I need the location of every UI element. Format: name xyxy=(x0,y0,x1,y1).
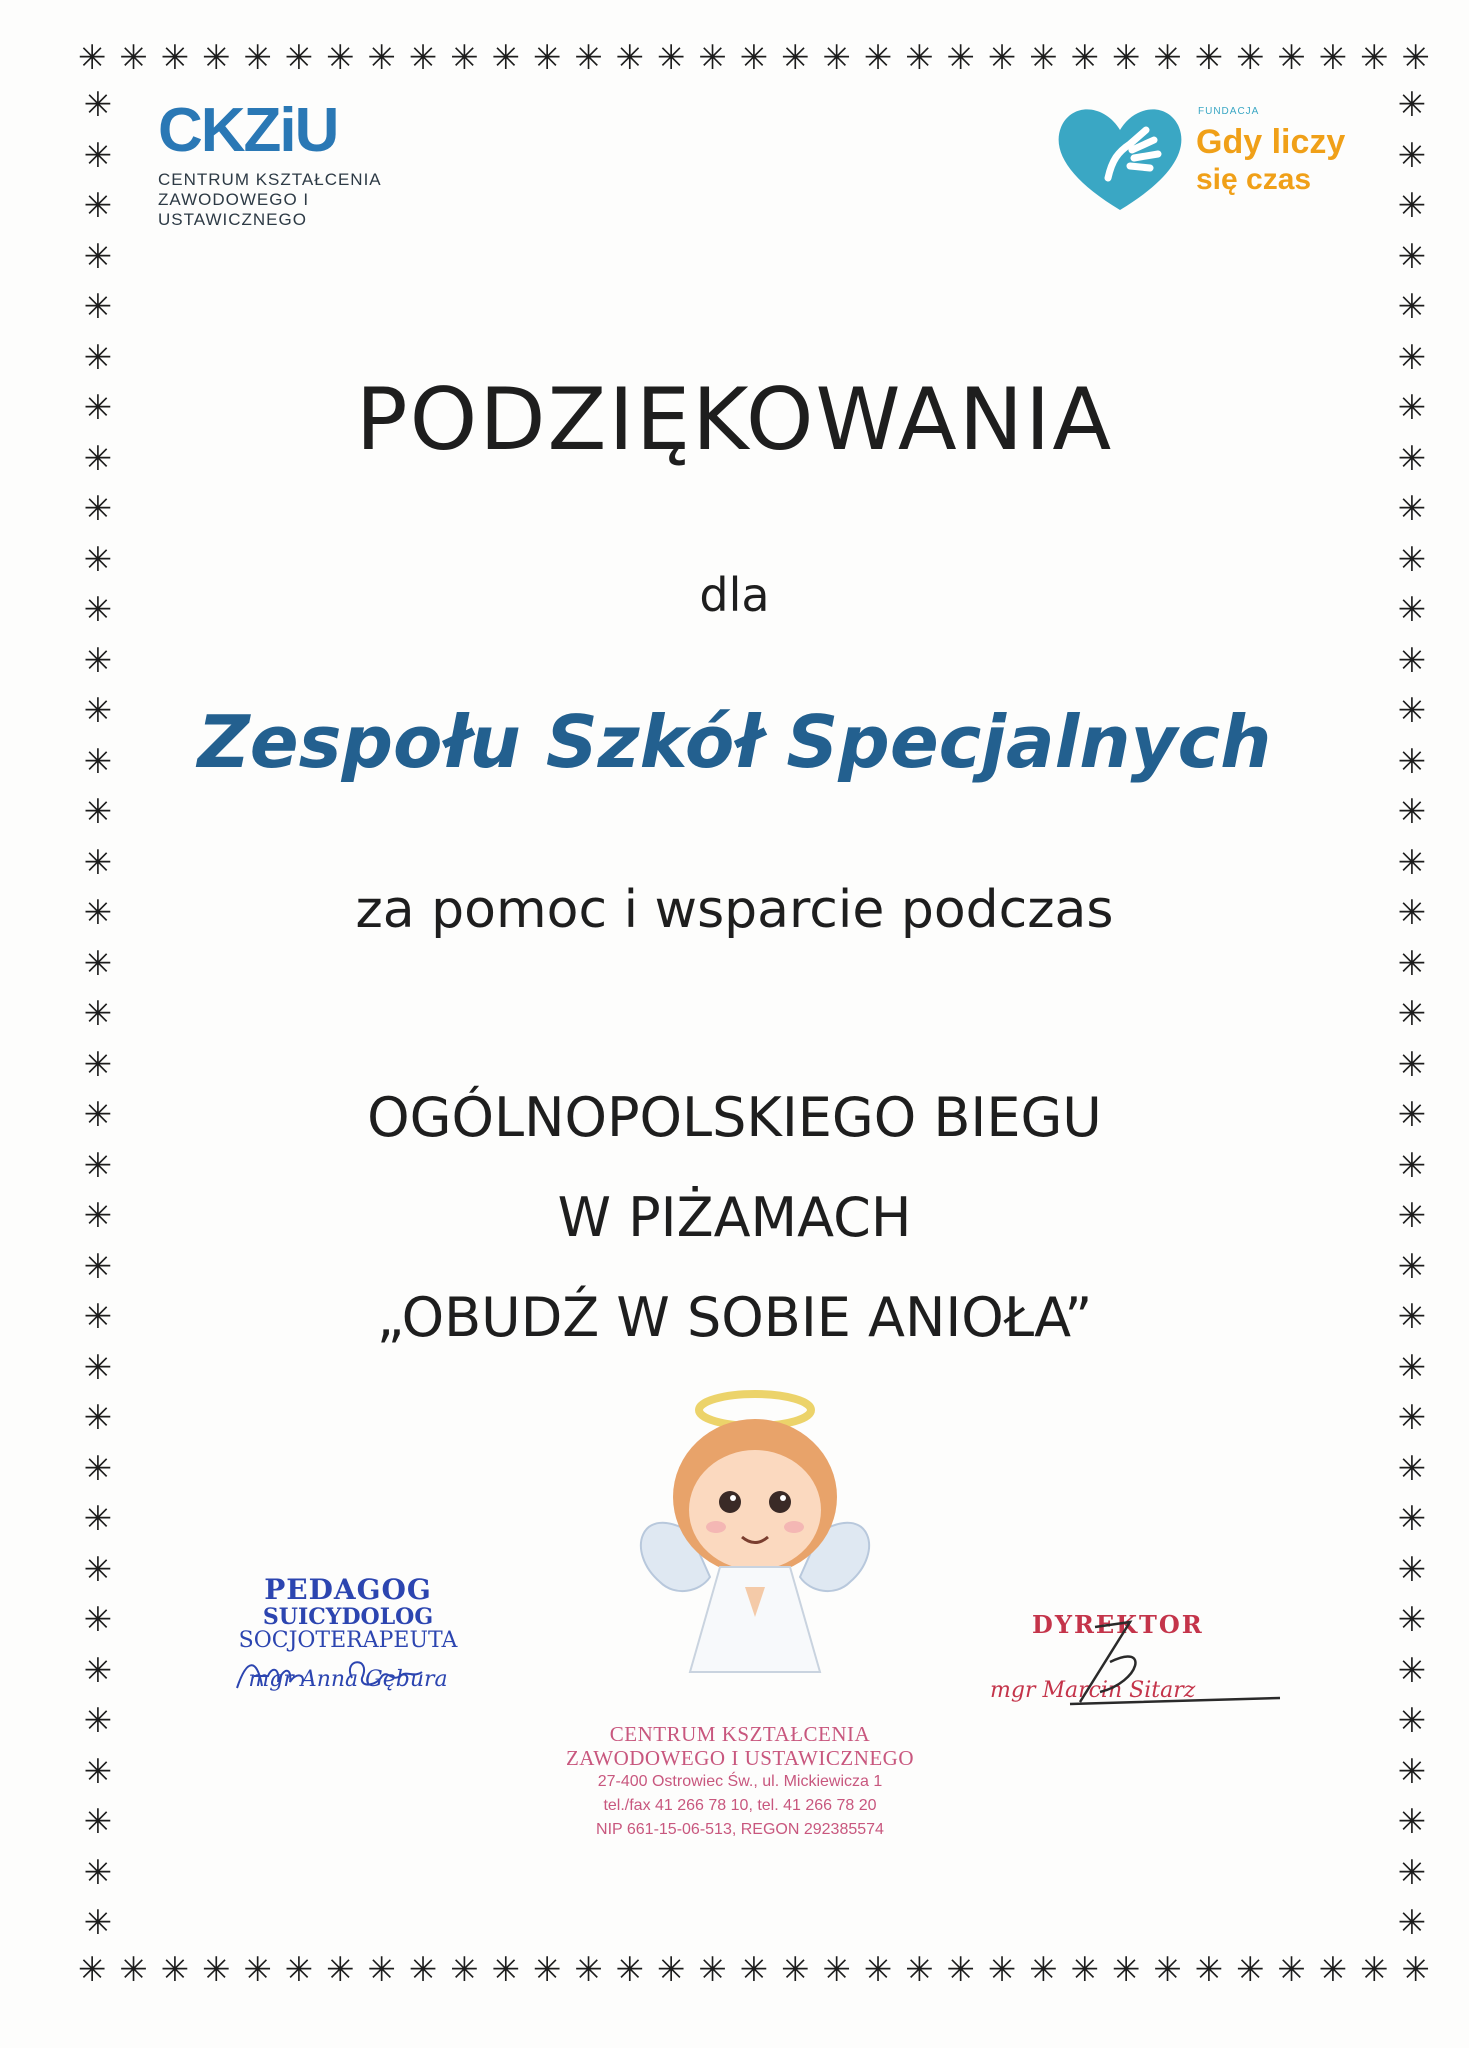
border-star-icon: ✳ xyxy=(698,1950,727,1990)
border-star-icon: ✳ xyxy=(657,38,686,78)
border-star-icon: ✳ xyxy=(1397,1903,1427,1943)
border-star-icon: ✳ xyxy=(1153,1950,1182,1990)
border-star-icon: ✳ xyxy=(1397,1398,1427,1438)
border-star-icon: ✳ xyxy=(78,1950,107,1990)
recipient-name: Zespołu Szkół Specjalnych xyxy=(197,700,1272,784)
border-star-icon: ✳ xyxy=(1397,1044,1427,1085)
border-star-icon: ✳ xyxy=(83,1448,113,1489)
angel-illustration xyxy=(620,1382,890,1682)
border-star-icon: ✳ xyxy=(905,1950,934,1990)
border-star-icon: ✳ xyxy=(83,1600,113,1640)
border-star-icon: ✳ xyxy=(1397,792,1427,832)
border-star-icon: ✳ xyxy=(83,1499,113,1539)
border-star-icon: ✳ xyxy=(83,1145,113,1186)
director-signature xyxy=(1040,1612,1300,1722)
ckziu-logo-line2: ZAWODOWEGO I USTAWICZNEGO xyxy=(158,190,310,229)
border-star-icon: ✳ xyxy=(1397,135,1427,176)
border-star-icon: ✳ xyxy=(83,1347,113,1388)
border-star-icon: ✳ xyxy=(1360,1950,1389,1990)
border-star-icon: ✳ xyxy=(1397,388,1427,428)
border-star-icon: ✳ xyxy=(83,1044,113,1085)
foundation-logo xyxy=(1050,96,1350,226)
border-star-icon: ✳ xyxy=(408,38,438,78)
border-star-icon: ✳ xyxy=(698,38,727,78)
border-star-icon: ✳ xyxy=(574,38,603,78)
border-star-icon: ✳ xyxy=(987,38,1017,78)
border-star-icon: ✳ xyxy=(1318,38,1348,78)
border-star-icon: ✳ xyxy=(1397,1600,1427,1640)
border-star-icon: ✳ xyxy=(202,38,231,78)
border-star-icon: ✳ xyxy=(1397,1448,1427,1489)
star-border-right xyxy=(1392,85,1432,1943)
border-star-icon: ✳ xyxy=(83,1196,113,1236)
border-star-icon: ✳ xyxy=(1236,1950,1265,1990)
ckziu-logo xyxy=(158,96,458,230)
border-star-icon: ✳ xyxy=(1397,85,1427,125)
event-line3: „OBUDŹ W SOBIE ANIOŁA” xyxy=(376,1286,1093,1349)
border-star-icon: ✳ xyxy=(367,38,397,78)
border-star-icon: ✳ xyxy=(83,1297,113,1337)
border-star-icon: ✳ xyxy=(160,1950,190,1990)
border-star-icon: ✳ xyxy=(1401,38,1430,78)
border-star-icon: ✳ xyxy=(119,38,148,78)
foundation-name-line1: Gdy liczy xyxy=(1196,123,1346,161)
border-star-icon: ✳ xyxy=(657,1950,686,1990)
border-star-icon: ✳ xyxy=(83,135,113,176)
border-star-icon: ✳ xyxy=(83,1852,113,1893)
border-star-icon: ✳ xyxy=(1397,1852,1427,1893)
reason-text: za pomoc i wsparcie podczas xyxy=(355,880,1114,940)
ckziu-logo-mark: CKZiU xyxy=(158,96,338,165)
border-star-icon: ✳ xyxy=(83,893,113,933)
border-star-icon: ✳ xyxy=(822,38,851,78)
foundation-prefix: FUNDACJA xyxy=(1198,106,1260,117)
pedagog-stamp-line2: SUICYDOLOG xyxy=(262,1604,434,1630)
foundation-name-line2: się czas xyxy=(1196,163,1312,196)
border-star-icon: ✳ xyxy=(83,337,113,378)
border-star-icon: ✳ xyxy=(1111,38,1141,78)
border-star-icon: ✳ xyxy=(326,38,355,78)
address-line4: tel./fax 41 266 78 10, tel. 41 266 78 20 xyxy=(603,1797,877,1814)
event-line2: W PIŻAMACH xyxy=(557,1186,912,1249)
pedagog-stamp-line3: SOCJOTERAPEUTA xyxy=(238,1628,458,1653)
director-title: DYREKTOR xyxy=(1032,1610,1204,1639)
border-star-icon: ✳ xyxy=(83,1246,113,1287)
border-star-icon: ✳ xyxy=(1397,842,1427,883)
border-star-icon: ✳ xyxy=(1397,1549,1427,1590)
border-star-icon: ✳ xyxy=(1360,38,1389,78)
border-star-icon: ✳ xyxy=(1397,438,1427,479)
border-star-icon: ✳ xyxy=(615,1950,645,1990)
border-star-icon: ✳ xyxy=(1236,38,1265,78)
border-star-icon: ✳ xyxy=(83,590,113,630)
border-star-icon: ✳ xyxy=(822,1950,851,1990)
border-star-icon: ✳ xyxy=(1397,994,1427,1034)
border-star-icon: ✳ xyxy=(83,842,113,883)
border-star-icon: ✳ xyxy=(1029,38,1058,78)
address-line1: CENTRUM KSZTAŁCENIA xyxy=(609,1722,871,1746)
border-star-icon: ✳ xyxy=(987,1950,1017,1990)
border-star-icon: ✳ xyxy=(83,287,113,327)
border-star-icon: ✳ xyxy=(83,792,113,832)
border-star-icon: ✳ xyxy=(863,1950,893,1990)
border-star-icon: ✳ xyxy=(1070,1950,1100,1990)
border-star-icon: ✳ xyxy=(83,1701,113,1741)
border-star-icon: ✳ xyxy=(1194,1950,1224,1990)
star-border-left xyxy=(78,85,118,1943)
address-line2: ZAWODOWEGO I USTAWICZNEGO xyxy=(565,1746,915,1770)
border-star-icon: ✳ xyxy=(119,1950,148,1990)
border-star-icon: ✳ xyxy=(1153,38,1182,78)
star-border-bottom xyxy=(78,1950,1430,1990)
border-star-icon: ✳ xyxy=(326,1950,355,1990)
border-star-icon: ✳ xyxy=(1397,489,1427,529)
border-star-icon: ✳ xyxy=(1029,1950,1058,1990)
border-star-icon: ✳ xyxy=(83,438,113,479)
border-star-icon: ✳ xyxy=(367,1950,397,1990)
border-star-icon: ✳ xyxy=(1397,741,1427,782)
border-star-icon: ✳ xyxy=(83,1650,113,1691)
border-star-icon: ✳ xyxy=(1397,1145,1427,1186)
institution-address-stamp xyxy=(540,1722,940,1842)
border-star-icon: ✳ xyxy=(1397,186,1427,226)
border-star-icon: ✳ xyxy=(1397,893,1427,933)
border-star-icon: ✳ xyxy=(863,38,893,78)
director-name: mgr Marcin Sitarz xyxy=(990,1678,1196,1703)
border-star-icon: ✳ xyxy=(1397,1499,1427,1539)
star-border-top xyxy=(78,38,1430,78)
border-star-icon: ✳ xyxy=(83,489,113,529)
border-star-icon: ✳ xyxy=(532,38,562,78)
border-star-icon: ✳ xyxy=(905,38,934,78)
heart-hand-icon xyxy=(1050,100,1190,220)
border-star-icon: ✳ xyxy=(83,186,113,226)
event-name xyxy=(0,1068,1469,1368)
border-star-icon: ✳ xyxy=(1397,640,1427,681)
border-star-icon: ✳ xyxy=(1397,1196,1427,1236)
border-star-icon: ✳ xyxy=(615,38,645,78)
address-line3: 27-400 Ostrowiec Św., ul. Mickiewicza 1 xyxy=(597,1773,883,1790)
pedagog-stamp-line1: PEDAGOG xyxy=(264,1573,432,1606)
border-star-icon: ✳ xyxy=(739,38,769,78)
border-star-icon: ✳ xyxy=(1277,1950,1306,1990)
border-star-icon: ✳ xyxy=(243,1950,272,1990)
border-star-icon: ✳ xyxy=(1397,943,1427,984)
pedagog-signature xyxy=(232,1648,452,1698)
border-star-icon: ✳ xyxy=(1397,590,1427,630)
border-star-icon: ✳ xyxy=(946,1950,976,1990)
border-star-icon: ✳ xyxy=(284,38,314,78)
border-star-icon: ✳ xyxy=(83,1751,113,1792)
border-star-icon: ✳ xyxy=(284,1950,314,1990)
border-star-icon: ✳ xyxy=(83,1095,113,1135)
border-star-icon: ✳ xyxy=(781,38,810,78)
pedagog-stamp-name: mgr Anna Gębura xyxy=(248,1667,448,1692)
border-star-icon: ✳ xyxy=(781,1950,810,1990)
border-star-icon: ✳ xyxy=(83,85,113,125)
border-star-icon: ✳ xyxy=(83,1398,113,1438)
border-star-icon: ✳ xyxy=(83,691,113,731)
border-star-icon: ✳ xyxy=(1397,1095,1427,1135)
border-star-icon: ✳ xyxy=(450,38,479,78)
border-star-icon: ✳ xyxy=(491,38,521,78)
border-star-icon: ✳ xyxy=(83,236,113,277)
border-star-icon: ✳ xyxy=(739,1950,769,1990)
border-star-icon: ✳ xyxy=(1397,287,1427,327)
border-star-icon: ✳ xyxy=(408,1950,438,1990)
border-star-icon: ✳ xyxy=(202,1950,231,1990)
border-star-icon: ✳ xyxy=(1397,539,1427,580)
border-star-icon: ✳ xyxy=(1397,1246,1427,1287)
border-star-icon: ✳ xyxy=(1277,38,1306,78)
border-star-icon: ✳ xyxy=(574,1950,603,1990)
border-star-icon: ✳ xyxy=(83,640,113,681)
certificate-title: PODZIĘKOWANIA xyxy=(355,370,1114,470)
border-star-icon: ✳ xyxy=(83,539,113,580)
border-star-icon: ✳ xyxy=(160,38,190,78)
border-star-icon: ✳ xyxy=(83,1903,113,1943)
border-star-icon: ✳ xyxy=(1397,1802,1427,1842)
border-star-icon: ✳ xyxy=(1194,38,1224,78)
border-star-icon: ✳ xyxy=(1397,1650,1427,1691)
border-star-icon: ✳ xyxy=(946,38,976,78)
border-star-icon: ✳ xyxy=(243,38,272,78)
ckziu-logo-line1: CENTRUM KSZTAŁCENIA xyxy=(158,170,382,189)
border-star-icon: ✳ xyxy=(78,38,107,78)
border-star-icon: ✳ xyxy=(1070,38,1100,78)
border-star-icon: ✳ xyxy=(1397,691,1427,731)
border-star-icon: ✳ xyxy=(83,994,113,1034)
border-star-icon: ✳ xyxy=(532,1950,562,1990)
border-star-icon: ✳ xyxy=(1401,1950,1430,1990)
border-star-icon: ✳ xyxy=(1397,1347,1427,1388)
border-star-icon: ✳ xyxy=(1111,1950,1141,1990)
border-star-icon: ✳ xyxy=(1397,1297,1427,1337)
event-line1: OGÓLNOPOLSKIEGO BIEGU xyxy=(367,1086,1102,1149)
border-star-icon: ✳ xyxy=(450,1950,479,1990)
border-star-icon: ✳ xyxy=(1397,236,1427,277)
border-star-icon: ✳ xyxy=(83,1802,113,1842)
border-star-icon: ✳ xyxy=(1318,1950,1348,1990)
border-star-icon: ✳ xyxy=(83,388,113,428)
for-text: dla xyxy=(699,568,770,622)
border-star-icon: ✳ xyxy=(83,1549,113,1590)
border-star-icon: ✳ xyxy=(83,943,113,984)
address-line5: NIP 661-15-06-513, REGON 292385574 xyxy=(596,1821,884,1838)
border-star-icon: ✳ xyxy=(1397,1701,1427,1741)
border-star-icon: ✳ xyxy=(83,741,113,782)
border-star-icon: ✳ xyxy=(491,1950,521,1990)
border-star-icon: ✳ xyxy=(1397,337,1427,378)
border-star-icon: ✳ xyxy=(1397,1751,1427,1792)
